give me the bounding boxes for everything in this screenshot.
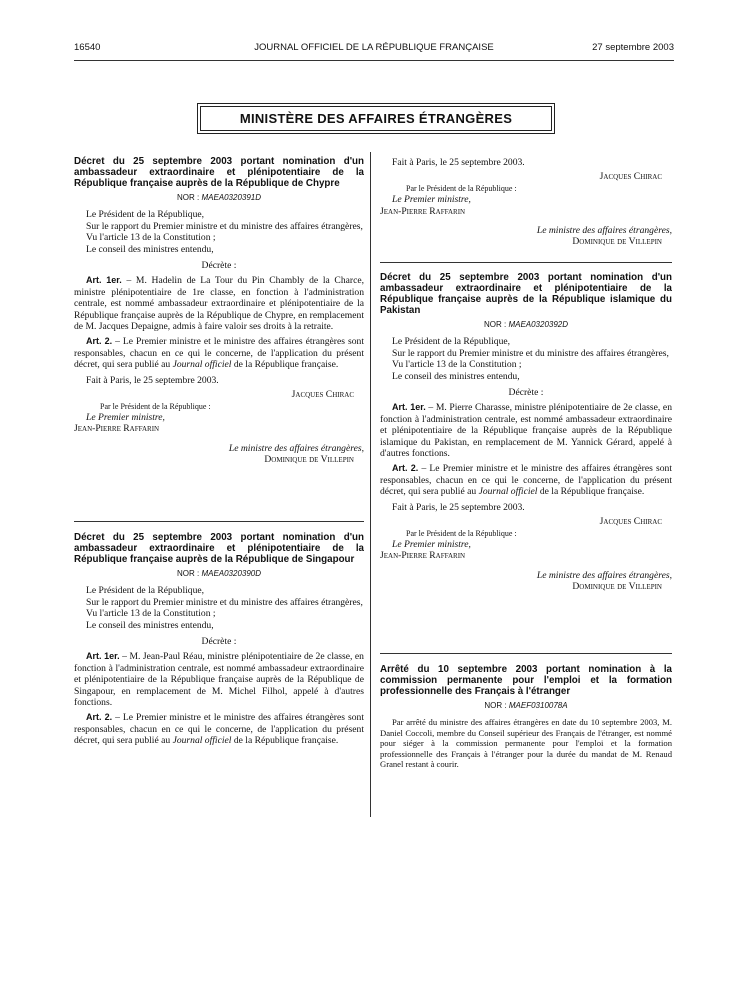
preamble-line: Le conseil des ministres entendu,	[392, 370, 520, 382]
arrete-body: Par arrêté du ministre des affaires étrangères en date du 10 septembre 2003, M. Daniel Coccoli, membre du Conseil supérieur des Français de l'étranger, est nommé pour siéger à la commission permanente pour l'emploi et la formation professionnelle des Français à l'étranger pour la durée du mandat de M. Renaud Granel restant à courir.	[380, 717, 672, 770]
decree-title: Décret du 25 septembre 2003 portant nomination d'un ambassadeur extraordinaire et plénipotentiaire de la République française auprès de la République de Singapour	[74, 532, 364, 565]
countersign-intro: Par le Président de la République :	[406, 183, 517, 193]
ministry-heading: MINISTÈRE DES AFFAIRES ÉTRANGÈRES	[200, 106, 552, 131]
preamble-line: Le Président de la République,	[86, 209, 205, 221]
section-separator	[380, 653, 672, 654]
decree-title: Décret du 25 septembre 2003 portant nomination d'un ambassadeur extraordinaire et plénipotentiaire de la République française auprès de la République de Chypre	[74, 156, 364, 189]
nor-reference: NOR : MAEA0320392D	[483, 320, 569, 329]
countersign-intro: Par le Président de la République :	[100, 401, 211, 411]
column-divider	[370, 152, 371, 817]
running-header	[74, 42, 674, 56]
fait-line: Fait à Paris, le 25 septembre 2003.	[392, 501, 525, 513]
arrete-title: Arrêté du 10 septembre 2003 portant nomination à la commission permanente pour l'emploi et la formation professionnelle des Français à l'étranger	[380, 664, 672, 697]
minister-title: Le ministre des affaires étrangères,	[536, 225, 672, 237]
countersign-intro: Par le Président de la République :	[406, 528, 517, 538]
header-rule	[74, 60, 674, 61]
preamble-line: Sur le rapport du Premier ministre et du ministre des affaires étrangères,	[86, 596, 363, 608]
page-number: 16540	[74, 42, 101, 53]
president-signature: Jacques Chirac	[291, 389, 354, 401]
journal-title: JOURNAL OFFICIEL DE LA RÉPUBLIQUE FRANÇAISE	[254, 42, 494, 53]
nor-reference: NOR : MAEF0310078A	[484, 701, 568, 710]
president-signature: Jacques Chirac	[599, 516, 662, 528]
article-1: Art. 1er. – M. Pierre Charasse, ministre plénipotentiaire de 2e classe, en fonction à l'administration centrale, est nommé ambassadeur extraordinaire et plénipotentiaire de la République française auprès de la République islamique du Pakistan, en remplacement de M. Yannick Gérard, appelé à d'autres fonctions.	[380, 402, 672, 460]
arrete-commission	[380, 664, 672, 769]
preamble-line: Sur le rapport du Premier ministre et du ministre des affaires étrangères,	[86, 220, 363, 232]
pm-name: Jean-Pierre Raffarin	[74, 423, 160, 435]
president-signature: Jacques Chirac	[599, 171, 662, 183]
minister-title: Le ministre des affaires étrangères,	[536, 569, 672, 581]
article-1: Art. 1er. – M. Jean-Paul Réau, ministre plénipotentiaire de 2e classe, en fonction à l'administration centrale, est nommé ambassadeur extraordinaire et plénipotentiaire de la République française auprès de la République de Singapour, en remplacement de M. Michel Filhol, appelé à d'autres fonctions.	[74, 651, 364, 709]
pm-title: Le Premier ministre,	[392, 194, 471, 206]
minister-name: Dominique de Villepin	[264, 454, 354, 466]
section-separator	[74, 521, 364, 522]
pm-name: Jean-Pierre Raffarin	[380, 550, 466, 562]
nor-reference: NOR : MAEA0320390D	[176, 569, 262, 578]
preamble-line: Sur le rapport du Premier ministre et du ministre des affaires étrangères,	[392, 347, 669, 359]
singapour-signatures	[380, 157, 672, 248]
preamble-line: Vu l'article 13 de la Constitution ;	[86, 232, 216, 244]
article-2: Art. 2. – Le Premier ministre et le ministre des affaires étrangères sont responsables, chacun en ce qui le concerne, de l'application du présent décret, qui sera publié au Journal officiel de la République française.	[380, 463, 672, 498]
article-2: Art. 2. – Le Premier ministre et le ministre des affaires étrangères sont responsables, chacun en ce qui le concerne, de l'application du présent décret, qui sera publié au Journal officiel de la République française.	[74, 336, 364, 371]
article-2: Art. 2. – Le Premier ministre et le ministre des affaires étrangères sont responsables, chacun en ce qui le concerne, de l'application du présent décret, qui sera publié au Journal officiel de la République française.	[74, 712, 364, 747]
pm-name: Jean-Pierre Raffarin	[380, 205, 466, 217]
decree-singapour	[74, 532, 364, 747]
minister-name: Dominique de Villepin	[572, 581, 662, 593]
decrete-label: Décrète :	[201, 260, 237, 272]
article-1: Art. 1er. – M. Hadelin de La Tour du Pin Chambly de la Charce, ministre plénipotentiaire de 1re classe, en fonction à l'administration centrale, est nommé ambassadeur extraordinaire et plénipotentiaire de la République française auprès de la République de Chypre, en remplacement de M. Jacques Depaigne, admis à faire valoir ses droits à la retraite.	[74, 275, 364, 333]
decree-pakistan	[380, 272, 672, 593]
section-separator	[380, 262, 672, 263]
preamble-line: Le conseil des ministres entendu,	[86, 619, 214, 631]
preamble-line: Le Président de la République,	[86, 585, 205, 597]
fait-line: Fait à Paris, le 25 septembre 2003.	[86, 374, 219, 386]
minister-name: Dominique de Villepin	[572, 236, 662, 248]
preamble-line: Le conseil des ministres entendu,	[86, 243, 214, 255]
preamble-line: Vu l'article 13 de la Constitution ;	[86, 608, 216, 620]
decree-title: Décret du 25 septembre 2003 portant nomination d'un ambassadeur extraordinaire et plénipotentiaire de la République française auprès de la République islamique du Pakistan	[380, 272, 672, 316]
decree-chypre	[74, 156, 364, 466]
decrete-label: Décrète :	[201, 636, 237, 648]
pm-title: Le Premier ministre,	[86, 411, 165, 423]
preamble-line: Vu l'article 13 de la Constitution ;	[392, 359, 522, 371]
minister-title: Le ministre des affaires étrangères,	[228, 442, 364, 454]
preamble-line: Le Président de la République,	[392, 336, 511, 348]
issue-date: 27 septembre 2003	[592, 42, 674, 53]
decrete-label: Décrète :	[508, 387, 544, 399]
pm-title: Le Premier ministre,	[392, 538, 471, 550]
nor-reference: NOR : MAEA0320391D	[176, 193, 262, 202]
fait-line: Fait à Paris, le 25 septembre 2003.	[392, 157, 525, 168]
